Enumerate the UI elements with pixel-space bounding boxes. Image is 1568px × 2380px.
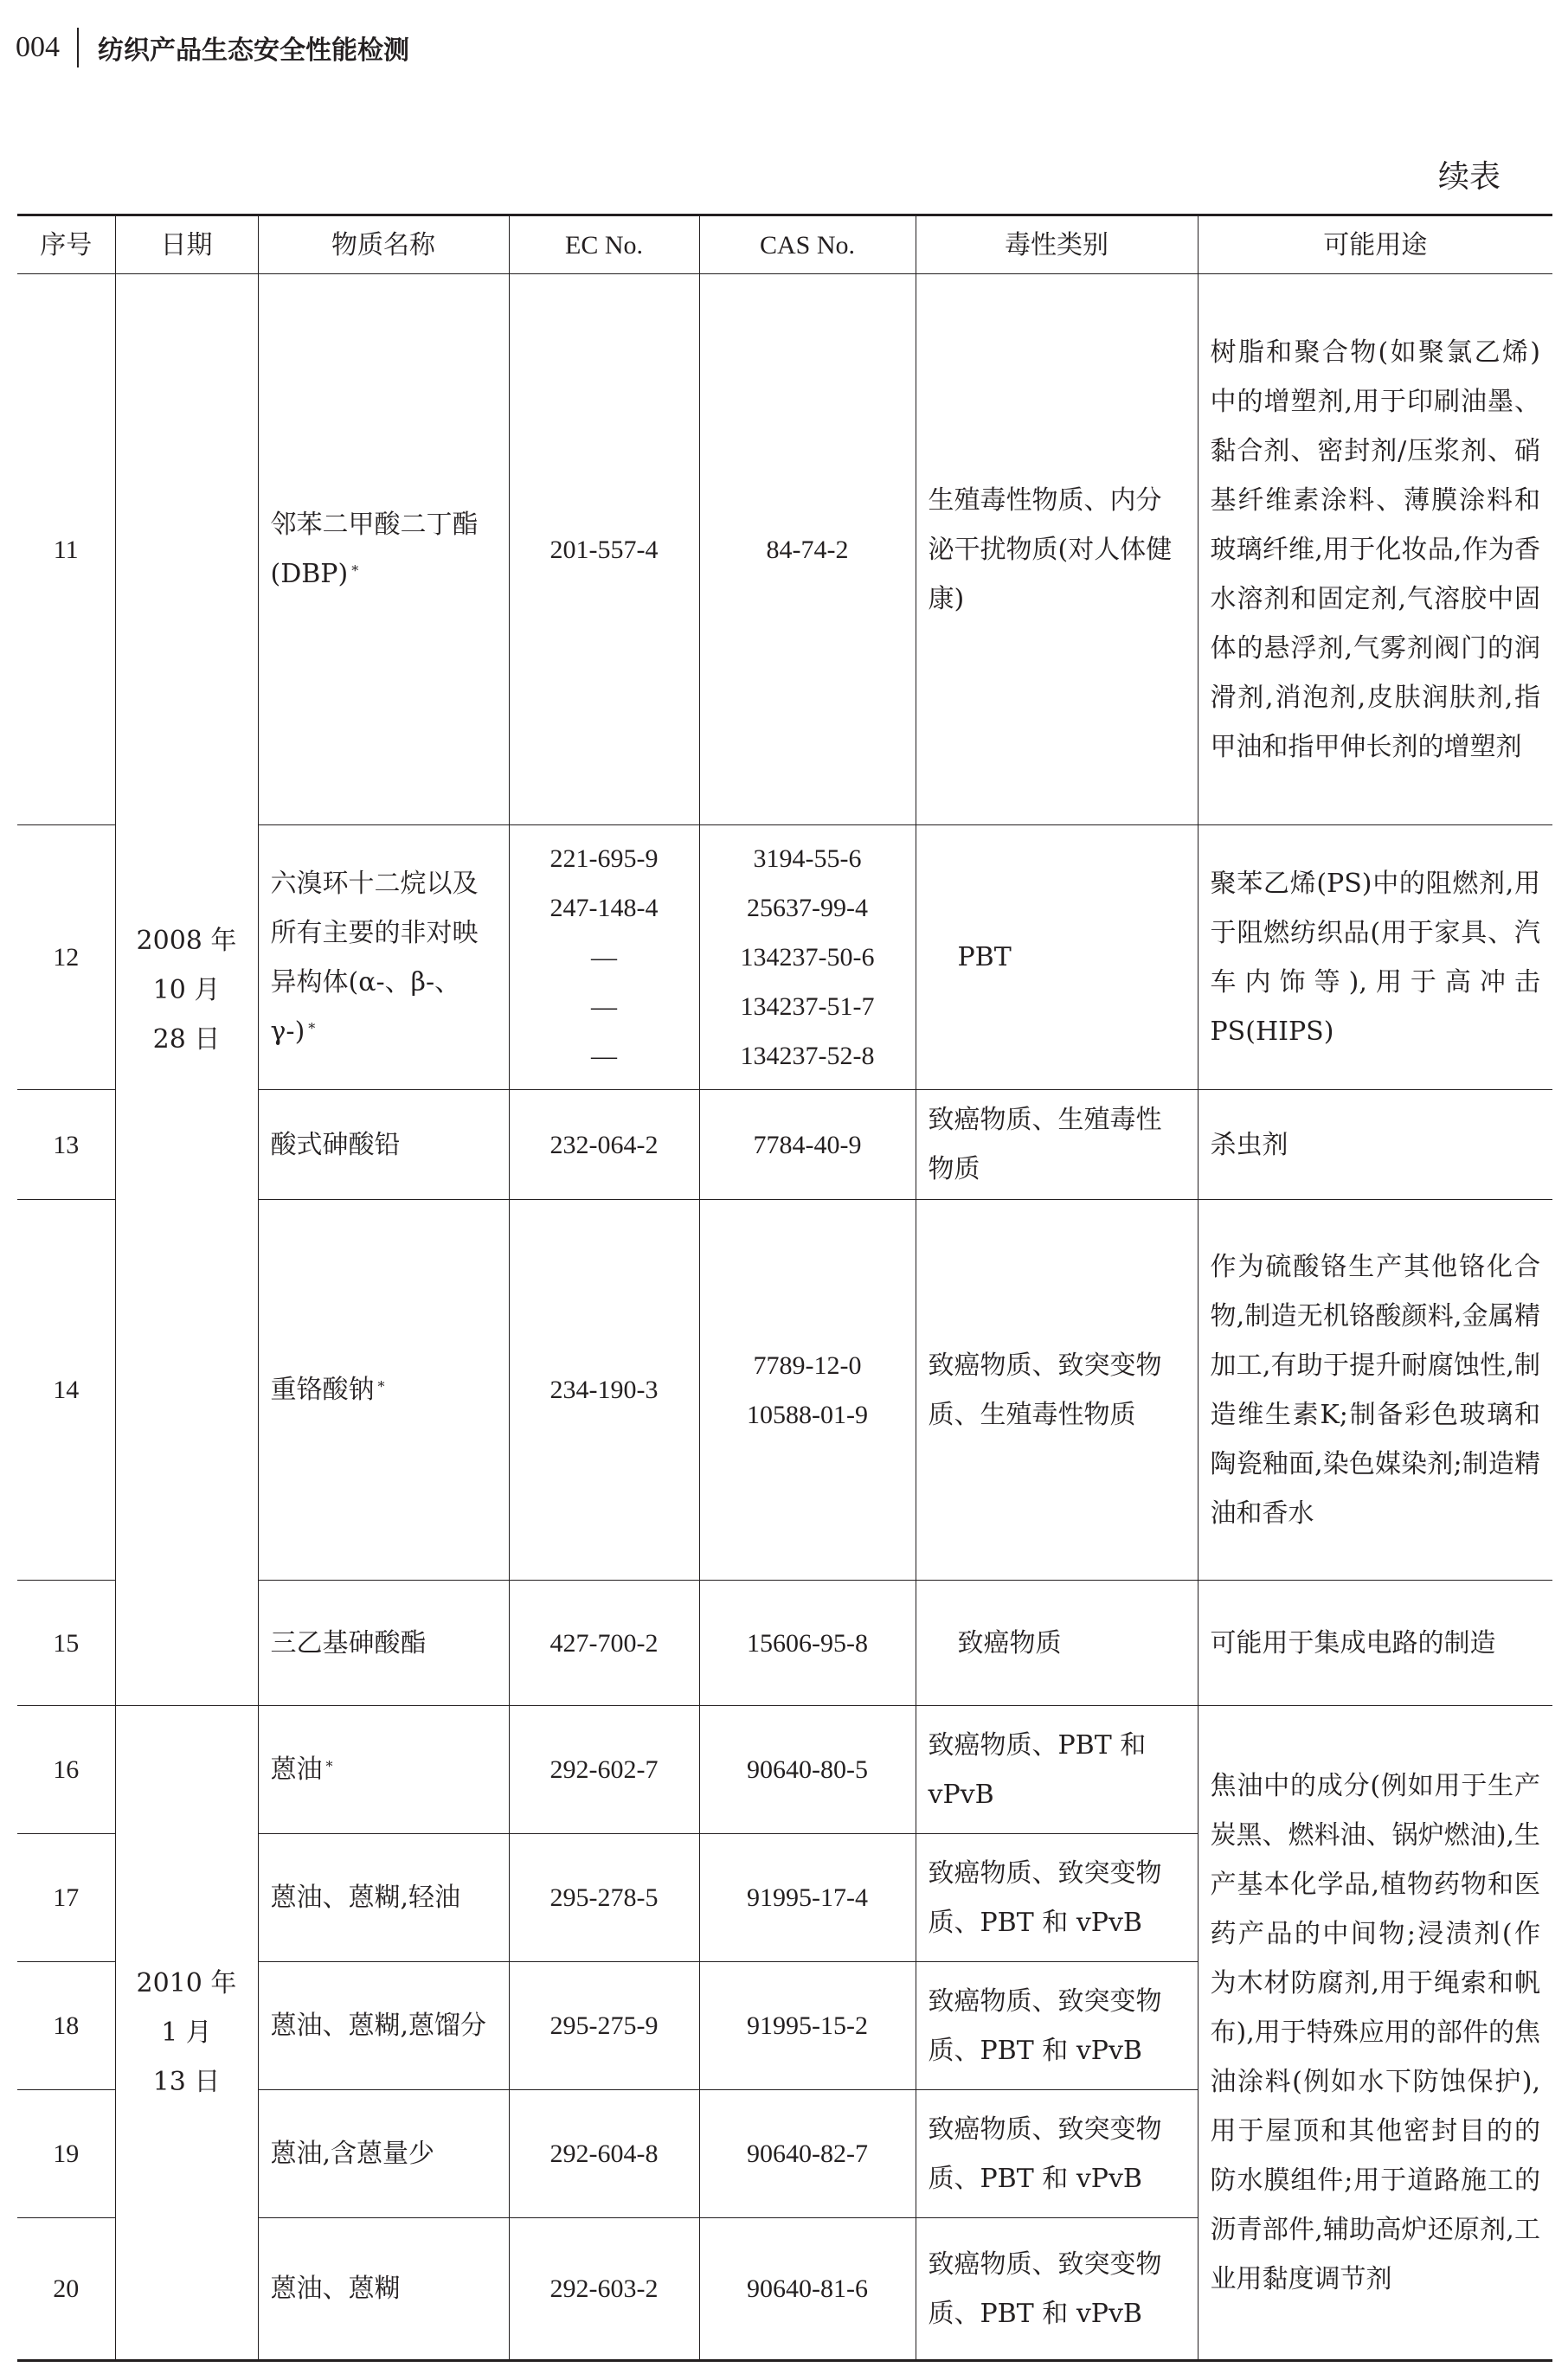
cas-number: 91995-15-2 bbox=[699, 1962, 916, 2090]
cas-number: 7784-40-9 bbox=[699, 1090, 916, 1200]
toxicity-class: 致癌物质、生殖毒性物质 bbox=[916, 1090, 1198, 1200]
cas-number: 90640-81-6 bbox=[699, 2218, 916, 2361]
asterisk-mark: * bbox=[377, 1378, 385, 1395]
possible-use: 聚苯乙烯(PS)中的阻燃剂,用于阻燃纺织品(用于家具、汽车内饰等),用于高冲击 PS(HIPS) bbox=[1198, 825, 1552, 1090]
substance-name: 三乙基砷酸酯 bbox=[258, 1581, 509, 1706]
possible-use: 可能用于集成电路的制造 bbox=[1198, 1581, 1552, 1706]
substance-name: 邻苯二甲酸二丁酯(DBP) * bbox=[258, 274, 509, 825]
cas-number: 91995-17-4 bbox=[699, 1834, 916, 1962]
page-number: 004 bbox=[16, 31, 60, 63]
row-number: 14 bbox=[17, 1200, 115, 1581]
substance-name: 六溴环十二烷以及所有主要的非对映异构体(α-、β-、γ-) * bbox=[258, 825, 509, 1090]
asterisk-mark: * bbox=[308, 1019, 316, 1036]
cas-number: 90640-80-5 bbox=[699, 1706, 916, 1834]
row-number: 15 bbox=[17, 1581, 115, 1706]
row-number: 12 bbox=[17, 825, 115, 1090]
col-header-date: 日期 bbox=[115, 215, 258, 274]
cas-number: 90640-82-7 bbox=[699, 2090, 916, 2218]
substance-name: 蒽油 * bbox=[258, 1706, 509, 1834]
row-number: 16 bbox=[17, 1706, 115, 1834]
possible-use: 作为硫酸铬生产其他铬化合物,制造无机铬酸颜料,金属精加工,有助于提升耐腐蚀性,制造维生素K;制备彩色玻璃和陶瓷釉面,染色媒染剂;制造精油和香水 bbox=[1198, 1200, 1552, 1581]
toxicity-class: 致癌物质、PBT 和 vPvB bbox=[916, 1706, 1198, 1834]
toxicity-class: 致癌物质、致突变物质、PBT 和 vPvB bbox=[916, 2090, 1198, 2218]
asterisk-mark: * bbox=[325, 1758, 333, 1774]
row-number: 17 bbox=[17, 1834, 115, 1962]
ec-number: 292-603-2 bbox=[509, 2218, 699, 2361]
col-header-ec: EC No. bbox=[509, 215, 699, 274]
col-header-cas: CAS No. bbox=[699, 215, 916, 274]
substance-name: 酸式砷酸铅 bbox=[258, 1090, 509, 1200]
row-number: 20 bbox=[17, 2218, 115, 2361]
header-divider bbox=[77, 28, 79, 67]
date-cell: 2010 年 1 月 13 日 bbox=[115, 1706, 258, 2361]
substance-name: 蒽油、蒽糊,轻油 bbox=[258, 1834, 509, 1962]
ec-number: 292-604-8 bbox=[509, 2090, 699, 2218]
table-header-row bbox=[17, 215, 1552, 274]
substance-table bbox=[17, 214, 1552, 2362]
toxicity-class: 致癌物质、致突变物质、PBT 和 vPvB bbox=[916, 2218, 1198, 2361]
asterisk-mark: * bbox=[351, 562, 359, 579]
substance-name: 蒽油,含蒽量少 bbox=[258, 2090, 509, 2218]
toxicity-class: 致癌物质、致突变物质、PBT 和 vPvB bbox=[916, 1834, 1198, 1962]
col-header-use: 可能用途 bbox=[1198, 215, 1552, 274]
ec-number: 427-700-2 bbox=[509, 1581, 699, 1706]
continued-label: 续表 bbox=[1437, 159, 1501, 195]
possible-use: 杀虫剂 bbox=[1198, 1090, 1552, 1200]
row-number: 11 bbox=[17, 274, 115, 825]
row-number: 19 bbox=[17, 2090, 115, 2218]
col-header-no: 序号 bbox=[17, 215, 115, 274]
cas-number: 84-74-2 bbox=[699, 274, 916, 825]
row-number: 13 bbox=[17, 1090, 115, 1200]
toxicity-class: 致癌物质 bbox=[916, 1581, 1198, 1706]
substance-name: 重铬酸钠 * bbox=[258, 1200, 509, 1581]
toxicity-class: PBT bbox=[916, 825, 1198, 1090]
substance-name: 蒽油、蒽糊,蒽馏分 bbox=[258, 1962, 509, 2090]
ec-number: 292-602-7 bbox=[509, 1706, 699, 1834]
col-header-toxicity: 毒性类别 bbox=[916, 215, 1198, 274]
cas-number: 15606-95-8 bbox=[699, 1581, 916, 1706]
cas-number: 3194-55-6 25637-99-4 134237-50-6 134237-51-7 134237-52-8 bbox=[699, 825, 916, 1090]
toxicity-class: 生殖毒性物质、内分泌干扰物质(对人体健康) bbox=[916, 274, 1198, 825]
ec-number: 234-190-3 bbox=[509, 1200, 699, 1581]
running-header bbox=[16, 26, 409, 69]
row-number: 18 bbox=[17, 1962, 115, 2090]
ec-number: 295-275-9 bbox=[509, 1962, 699, 2090]
book-title: 纺织产品生态安全性能检测 bbox=[98, 35, 409, 66]
table-row bbox=[17, 274, 1552, 825]
col-header-name: 物质名称 bbox=[258, 215, 509, 274]
cas-number: 7789-12-0 10588-01-9 bbox=[699, 1200, 916, 1581]
substance-name: 蒽油、蒽糊 bbox=[258, 2218, 509, 2361]
toxicity-class: 致癌物质、致突变物质、PBT 和 vPvB bbox=[916, 1962, 1198, 2090]
table-row bbox=[17, 1706, 1552, 1834]
possible-use: 树脂和聚合物(如聚氯乙烯)中的增塑剂,用于印刷油墨、黏合剂、密封剂/压浆剂、硝基纤维素涂料、薄膜涂料和玻璃纤维,用于化妆品,作为香水溶剂和固定剂,气溶胶中固体的悬浮剂,气雾剂阀门的润滑剂,消泡剂,皮肤润肤剂,指甲油和指甲伸长剂的增塑剂 bbox=[1198, 274, 1552, 825]
possible-use: 焦油中的成分(例如用于生产炭黑、燃料油、锅炉燃油),生产基本化学品,植物药物和医药产品的中间物;浸渍剂(作为木材防腐剂,用于绳索和帆布),用于特殊应用的部件的焦油涂料(例如水下防蚀保护),用于屋顶和其他密封目的的防水膜组件;用于道路施工的沥青部件,辅助高炉还原剂,工业用黏度调节剂 bbox=[1198, 1706, 1552, 2361]
ec-number: 201-557-4 bbox=[509, 274, 699, 825]
ec-number: 295-278-5 bbox=[509, 1834, 699, 1962]
ec-number: 221-695-9 247-148-4 — — — bbox=[509, 825, 699, 1090]
ec-number: 232-064-2 bbox=[509, 1090, 699, 1200]
toxicity-class: 致癌物质、致突变物质、生殖毒性物质 bbox=[916, 1200, 1198, 1581]
date-cell: 2008 年 10 月 28 日 bbox=[115, 274, 258, 1706]
